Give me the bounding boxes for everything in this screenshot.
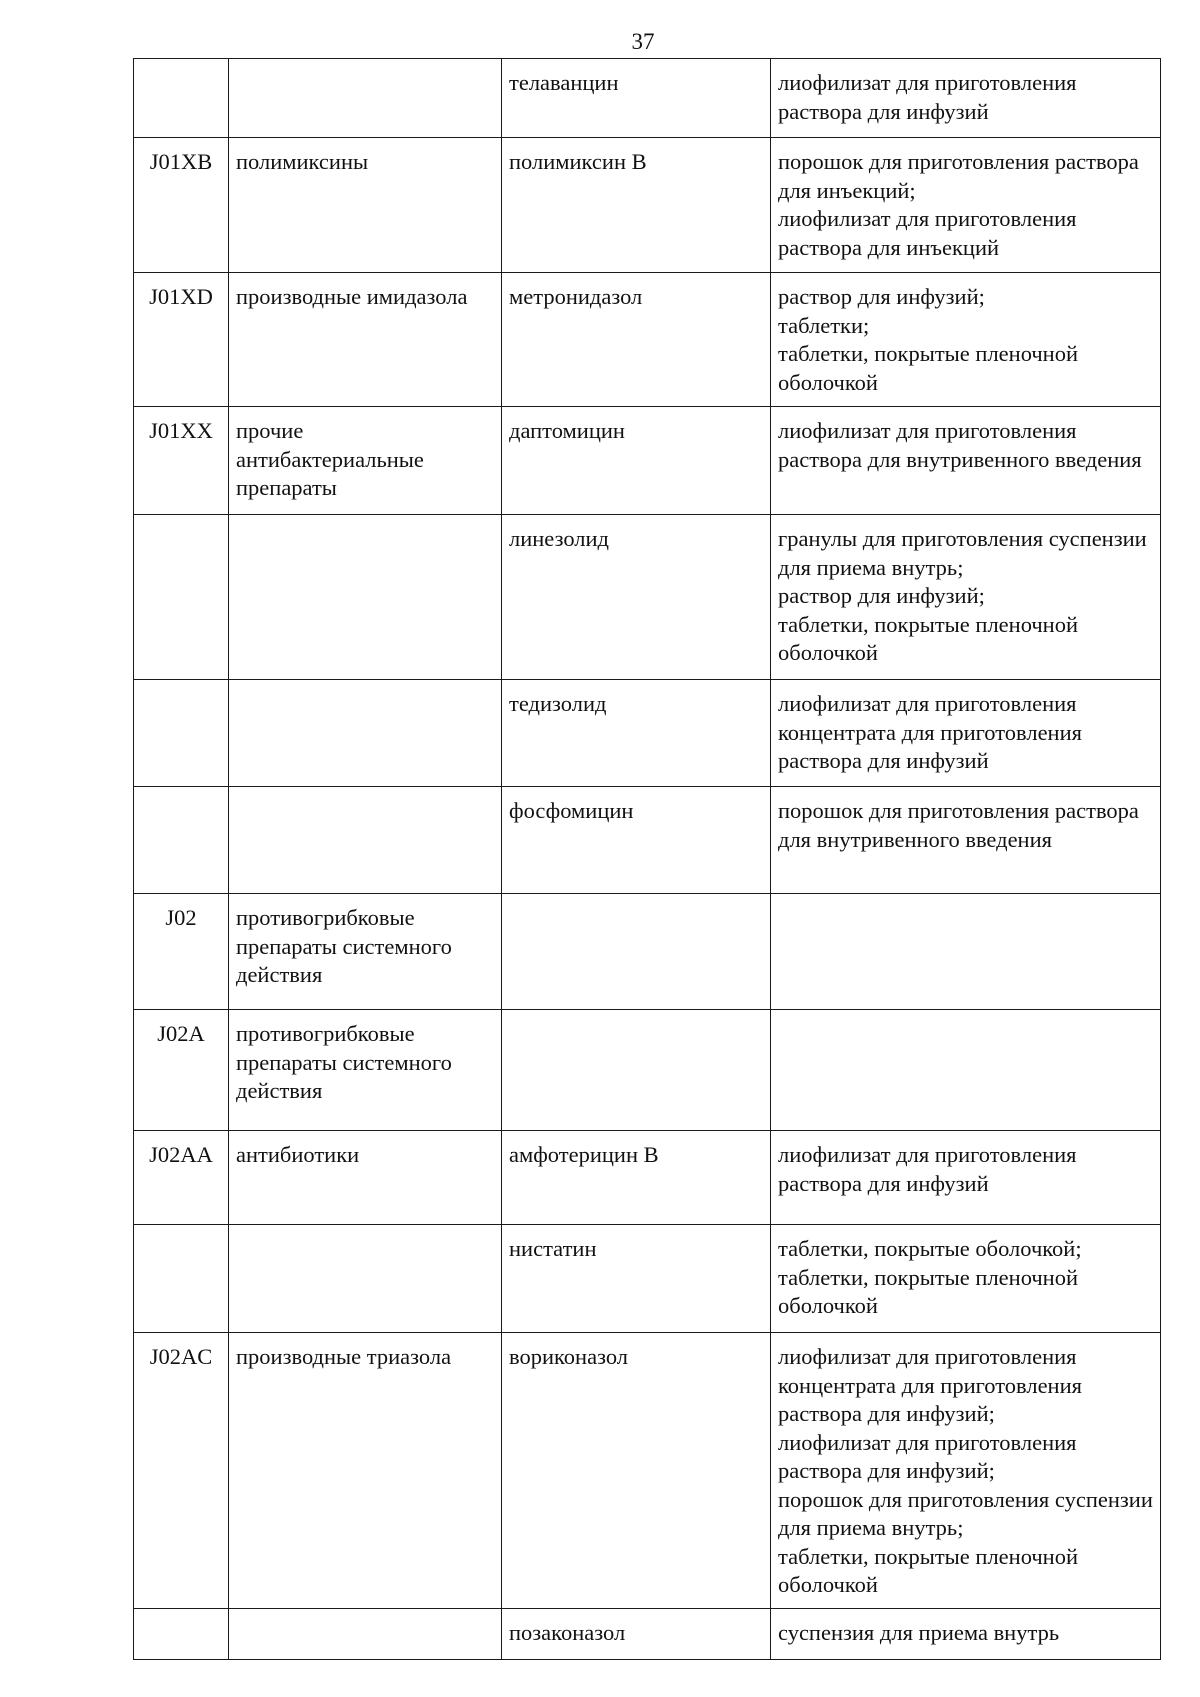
atc-code-cell: J02AA xyxy=(134,1131,229,1225)
dosage-forms-cell xyxy=(771,1333,1161,1609)
atc-code-cell xyxy=(134,515,229,680)
dosage-form: гранулы для приготовления суспензии для приема внутрь; xyxy=(778,526,1147,580)
atc-code-cell: J02A xyxy=(134,1010,229,1131)
dosage-forms-cell xyxy=(771,1131,1161,1225)
group-cell: противогрибковые препараты системного действия xyxy=(229,1010,502,1131)
group-cell: полимиксины xyxy=(229,138,502,273)
dosage-form: суспензия для приема внутрь xyxy=(778,1620,1060,1645)
group-cell: противогрибковые препараты системного действия xyxy=(229,894,502,1010)
atc-code-cell: J01XD xyxy=(134,273,229,407)
drug-name-cell xyxy=(502,1010,771,1131)
drug-name-cell: линезолид xyxy=(502,515,771,680)
drug-name-cell: амфотерицин В xyxy=(502,1131,771,1225)
atc-code-cell: J02AC xyxy=(134,1333,229,1609)
dosage-form: лиофилизат для приготовления раствора для инфузий xyxy=(778,70,1077,124)
table-row xyxy=(134,1225,1161,1333)
dosage-forms-cell xyxy=(771,787,1161,894)
drug-name-cell: телаванцин xyxy=(502,59,771,138)
drug-name-cell: нистатин xyxy=(502,1225,771,1333)
dosage-forms-cell xyxy=(771,407,1161,515)
dosage-form: порошок для приготовления раствора для инъекций; xyxy=(778,149,1139,203)
atc-code-cell: J02 xyxy=(134,894,229,1010)
dosage-form: таблетки, покрытые пленочной оболочкой xyxy=(778,611,1079,665)
drug-name-cell: фосфомицин xyxy=(502,787,771,894)
dosage-form: таблетки, покрытые пленочной оболочкой xyxy=(778,341,1079,395)
dosage-form: порошок для приготовления суспензии для приема внутрь; xyxy=(778,1486,1153,1540)
dosage-form: таблетки; xyxy=(778,312,870,338)
dosage-forms-cell xyxy=(771,1225,1161,1333)
drug-name-cell: даптомицин xyxy=(502,407,771,515)
atc-code-cell: J01XB xyxy=(134,138,229,273)
drug-table xyxy=(133,58,1161,1660)
dosage-forms-cell xyxy=(771,273,1161,407)
dosage-form: раствор для инфузий; xyxy=(778,583,985,608)
dosage-form: порошок для приготовления раствора для внутривенного введения xyxy=(778,798,1139,852)
table-row xyxy=(134,1609,1161,1660)
table-row xyxy=(134,1333,1161,1609)
group-cell: антибиотики xyxy=(229,1131,502,1225)
dosage-form: раствор для инфузий; xyxy=(778,284,985,309)
table-row xyxy=(134,59,1161,138)
table-row xyxy=(134,680,1161,787)
table-row xyxy=(134,407,1161,515)
dosage-form: лиофилизат для приготовления раствора для инфузий; xyxy=(778,1429,1077,1483)
dosage-form: таблетки, покрытые пленочной оболочкой xyxy=(778,1264,1079,1318)
dosage-form: лиофилизат для приготовления концентрата для приготовления раствора для инфузий; xyxy=(778,1344,1082,1426)
group-cell xyxy=(229,787,502,894)
group-cell: производные триазола xyxy=(229,1333,502,1609)
group-cell xyxy=(229,59,502,138)
dosage-form: таблетки, покрытые оболочкой; xyxy=(778,1236,1082,1261)
dosage-form: лиофилизат для приготовления концентрата для приготовления раствора для инфузий xyxy=(778,691,1082,773)
dosage-form: лиофилизат для приготовления раствора для внутривенного введения xyxy=(778,418,1142,472)
table-row xyxy=(134,138,1161,273)
drug-name-cell: позаконазол xyxy=(502,1609,771,1660)
dosage-forms-cell xyxy=(771,59,1161,138)
atc-code-cell xyxy=(134,680,229,787)
dosage-forms-cell xyxy=(771,1010,1161,1131)
dosage-form: таблетки, покрытые пленочной оболочкой xyxy=(778,1543,1079,1597)
drug-name-cell: вориконазол xyxy=(502,1333,771,1609)
table-row xyxy=(134,894,1161,1010)
group-cell xyxy=(229,515,502,680)
dosage-form: лиофилизат для приготовления раствора для инъекций xyxy=(778,206,1077,260)
dosage-forms-cell xyxy=(771,138,1161,273)
drug-name-cell: полимиксин В xyxy=(502,138,771,273)
drug-name-cell: метронидазол xyxy=(502,273,771,407)
dosage-forms-cell xyxy=(771,515,1161,680)
group-cell xyxy=(229,1225,502,1333)
group-cell xyxy=(229,1609,502,1660)
group-cell: прочие антибактериальные препараты xyxy=(229,407,502,515)
group-cell xyxy=(229,680,502,787)
table-row xyxy=(134,787,1161,894)
table-row xyxy=(134,515,1161,680)
atc-code-cell: J01XX xyxy=(134,407,229,515)
table-row xyxy=(134,1131,1161,1225)
dosage-forms-cell xyxy=(771,894,1161,1010)
table-row xyxy=(134,273,1161,407)
atc-code-cell xyxy=(134,1609,229,1660)
atc-code-cell xyxy=(134,59,229,138)
group-cell: производные имидазола xyxy=(229,273,502,407)
drug-name-cell: тедизолид xyxy=(502,680,771,787)
dosage-forms-cell xyxy=(771,1609,1161,1660)
atc-code-cell xyxy=(134,1225,229,1333)
drug-name-cell xyxy=(502,894,771,1010)
dosage-forms-cell xyxy=(771,680,1161,787)
page-number: 37 xyxy=(631,29,655,54)
atc-code-cell xyxy=(134,787,229,894)
table-row xyxy=(134,1010,1161,1131)
dosage-form: лиофилизат для приготовления раствора для инфузий xyxy=(778,1142,1077,1196)
